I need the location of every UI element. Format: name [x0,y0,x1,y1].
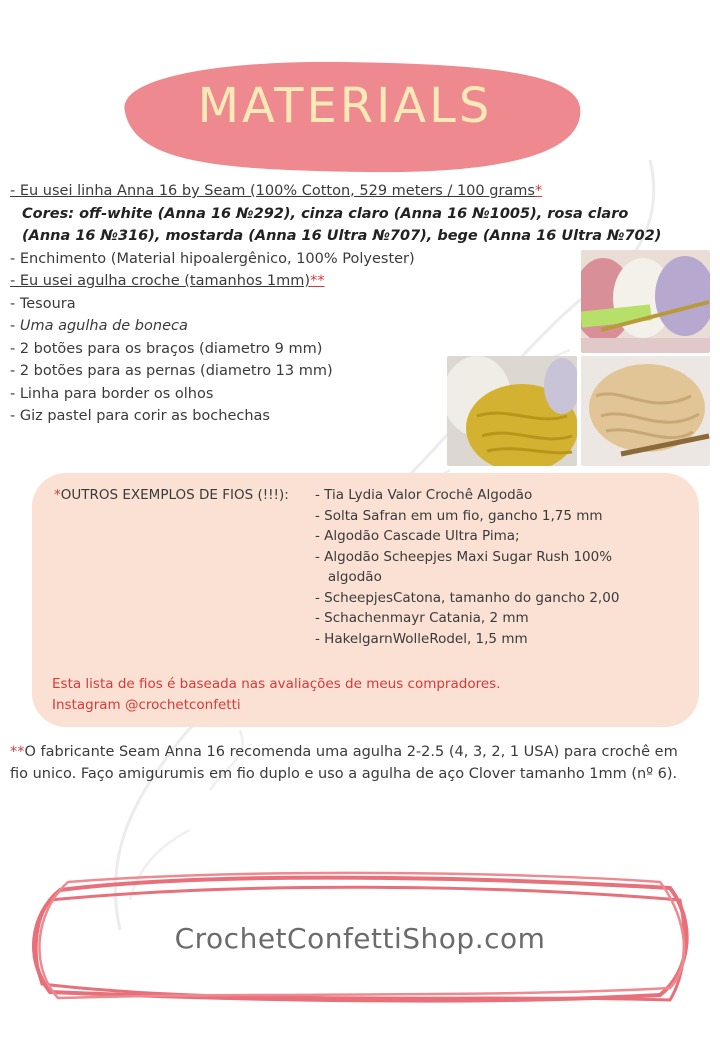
needle-line: - Uma agulha de boneca [10,318,188,334]
list-item: algodão [315,569,382,585]
list-item: - Algodão Cascade Ultra Pima; [315,528,520,544]
scissors-line: - Tesoura [10,295,76,312]
yarn-examples-list [315,485,685,649]
yarn-examples-box [32,473,699,727]
colors-line-2: (Anna 16 №316), mostarda (Anna 16 Ultra №707), bege (Anna 16 Ultra №702) [22,228,662,244]
list-item: - Solta Safran em um fio, gancho 1,75 mm [315,507,603,524]
page-title: MATERIALS [197,78,493,134]
list-item: - Schachenmayr Catania, 2 mm [315,610,529,626]
instagram-handle: Instagram @crochetconfetti [52,696,241,713]
yarn-balls-photo [581,250,710,353]
shop-website[interactable]: CrochetConfettiShop.com [174,922,546,955]
list-item: - HakelgarnWolleRodel, 1,5 mm [315,630,528,647]
title-banner [105,52,585,182]
footer-banner [20,860,700,1010]
hook-line: - Eu usei agulha croche (tamanhos 1mm)** [10,273,325,289]
yarn-examples-heading: *OUTROS EXEMPLOS DE FIOS (!!!): [54,487,289,503]
buttons-legs-line: - 2 botões para as pernas (diametro 13 mm) [10,363,333,379]
yarn-note [52,674,500,715]
mustard-yarn-photo [447,356,577,466]
stuffing-line: - Enchimento (Material hipoalergênico, 100% Polyester) [10,250,415,267]
buttons-arms-line: - 2 botões para os braços (diametro 9 mm) [10,340,323,357]
list-item: - Tia Lydia Valor Crochê Algodão [315,487,533,503]
beige-yarn-photo [581,356,710,466]
yarn-line: - Eu usei linha Anna 16 by Seam (100% Cotton, 529 meters / 100 grams* [10,183,543,199]
colors-line-1: Cores: off-white (Anna 16 №292), cinza claro (Anna 16 №1005), rosa claro [22,205,629,222]
list-item: - ScheepjesCatona, tamanho do gancho 2,00 [315,589,620,606]
hook-footnote: **O fabricante Seam Anna 16 recomenda uma agulha 2-2.5 (4, 3, 2, 1 USA) para crochê em fio unico. Faço amigurumis em fio duplo e uso a agulha de aço Clover tamanho 1mm (nº 6). [10,744,678,782]
yarn-note-line-1: Esta lista de fios é baseada nas avaliações de meus compradores. [52,676,501,692]
list-item: - Algodão Scheepjes Maxi Sugar Rush 100% [315,548,613,565]
eye-thread-line: - Linha para border os olhos [10,385,214,402]
pastel-line: - Giz pastel para corir as bochechas [10,408,270,424]
